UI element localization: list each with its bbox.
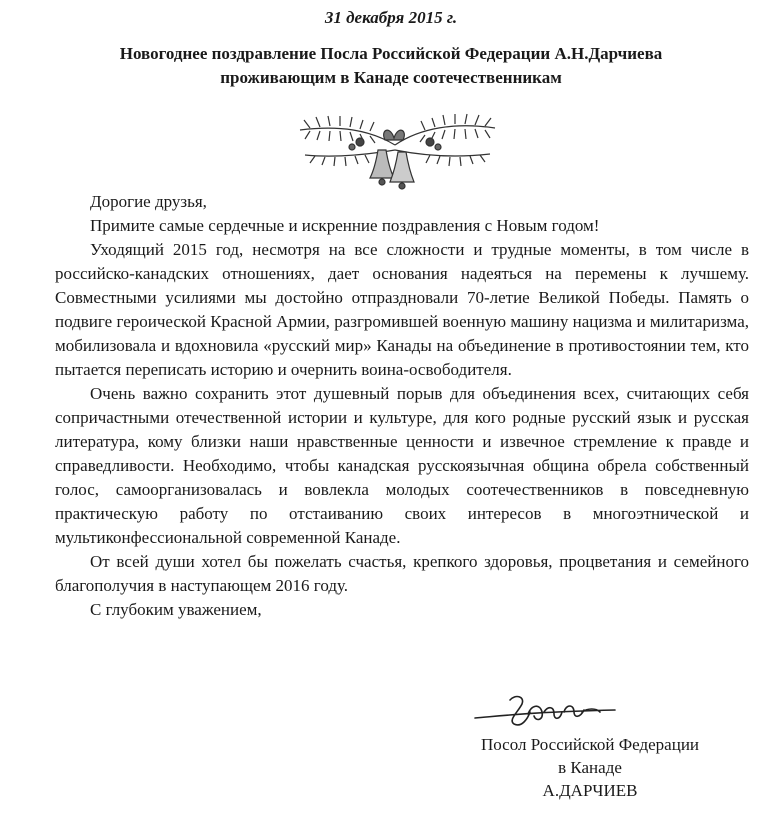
letter-title [0, 42, 782, 90]
signature-country: в Канаде [558, 758, 622, 777]
paragraph-congratulations: Примите самые сердечные и искренние поздравления с Новым годом! [90, 216, 600, 235]
paragraph-unity: Очень важно сохранить этот душевный порыв для объединения всех, считающих себя сопричастными отечественной истории и культуре, для кого родные русский язык и русская литература, кому близки наши нравственные ценности и извечное стремление к правде и справедливости. Необходимо, чтобы канадская русскоязычная община обрела собственный голос, самоорганизовалась и вовлекла молодых соотечественников в повседневную практическую работу по отстаиванию своих интересов в многоэтнической и мультиконфессиональной современной Канаде. [55, 384, 749, 547]
signature-name: А.ДАРЧИЕВ [542, 781, 638, 800]
handwritten-signature [470, 690, 620, 735]
letter-body [55, 190, 749, 622]
title-line-2: проживающим в Канаде соотечественникам [220, 68, 562, 87]
closing: С глубоким уважением, [90, 600, 262, 619]
paragraph-2015: Уходящий 2015 год, несмотря на все сложности и трудные моменты, в том числе в российско-канадских отношениях, дает основания надеяться на перемены к лучшему. Совместными усилиями мы достойно отпраздновали 70-летие Великой Победы. Память о подвиге героической Красной Армии, разгромившей военную машину нацизма и милитаризма, мобилизовала и вдохновила «русский мир» Канады на объединение в противостоянии тем, кто пытается переписать историю и очернить воина-освободителя. [55, 240, 749, 379]
greeting: Дорогие друзья, [90, 192, 207, 211]
signature-block [440, 733, 740, 802]
paragraph-wishes: От всей души хотел бы пожелать счастья, крепкого здоровья, процветания и семейного благополучия в наступающем 2016 году. [55, 552, 749, 595]
christmas-bells-ornament-icon [290, 100, 500, 192]
title-line-1: Новогоднее поздравление Посла Российской Федерации А.Н.Дарчиева [119, 44, 663, 63]
signature-position: Посол Российской Федерации [480, 735, 700, 754]
letter-date: 31 декабря 2015 г. [324, 8, 458, 27]
